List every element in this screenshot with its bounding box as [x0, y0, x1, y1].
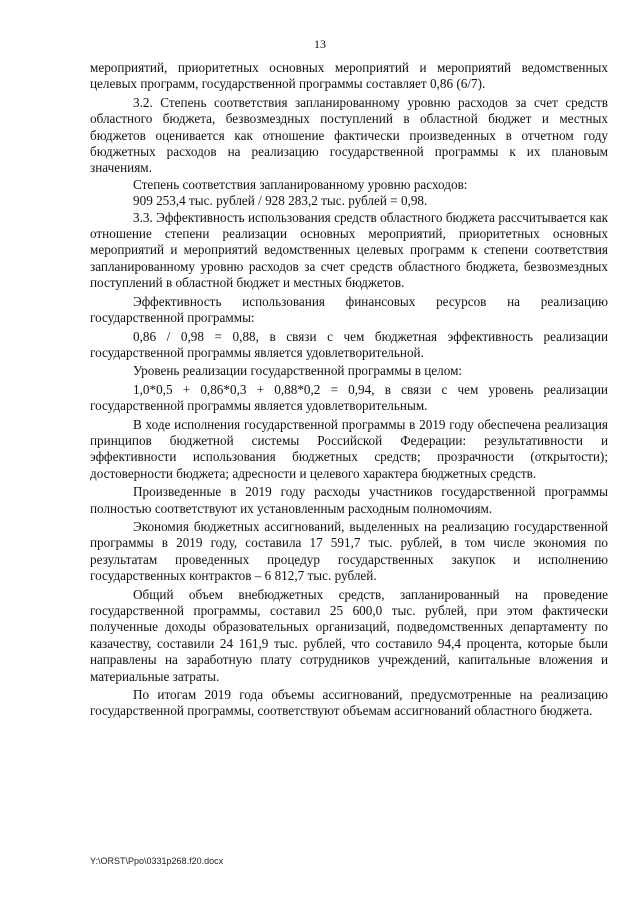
paragraph-budget-principles: В ходе исполнения государственной программы в 2019 году обеспечена реализация принципов бюджетной системы Российской Федерации: результативности и эффективности использования бюджетных средств; прозрачности (открытости); достоверности бюджета; адресности и целевого характера бюджетных средств. [90, 416, 608, 481]
paragraph-financial-efficiency-label: Эффективность использования финансовых ресурсов на реализацию государственной программы: [90, 293, 608, 326]
paragraph-expense-compliance-formula: 909 253,4 тыс. рублей / 928 283,2 тыс. рублей = 0,98. [133, 193, 428, 209]
footer-file-path: Y:\ORST\Ppo\0331p268.f20.docx [90, 856, 224, 866]
paragraph-implementation-level-label: Уровень реализации государственной программы в целом: [133, 363, 463, 379]
paragraph-budget-savings: Экономия бюджетных ассигнований, выделенных на реализацию государственной программы в 2019 году, составила 17 591,7 тыс. рублей, в том числе экономия по результатам проведенных процедур государственных закупок и исполнению государственных контрактов – 6 812,7 тыс. рублей. [90, 518, 608, 584]
paragraph-implementation-level-formula: 1,0*0,5 + 0,86*0,3 + 0,88*0,2 = 0,94, в связи с чем уровень реализации государственной программы является удовлетворительным. [90, 381, 608, 414]
paragraph-section-3-2: 3.2. Степень соответствия запланированному уровню расходов за счет средств областного бюджета, безвозмездных поступлений в областной бюджет и местных бюджетов оценивается как отношение фактически произведенных в отчетном году бюджетных расходов на реализацию государственной программы к их плановым значениям. [90, 94, 608, 176]
page-number: 13 [314, 37, 326, 51]
paragraph-conclusion: По итогам 2019 года объемы ассигнований, предусмотренные на реализацию государственной программы, соответствуют объемам ассигнований областного бюджета. [90, 687, 608, 719]
paragraph-section-3-3: 3.3. Эффективность использования средств областного бюджета рассчитывается как отношение степени реализации основных мероприятий, приоритетных основных мероприятий и мероприятий ведомственных целевых программ к степени соответствия запланированному уровню расходов за счет средств областного бюджета, безвозмездных поступлений в областной бюджет и местных бюджетов. [90, 209, 608, 291]
paragraph-expenses-compliance: Произведенные в 2019 году расходы участников государственной программы полностью соответствуют их установленным расходным полномочиям. [90, 484, 608, 516]
paragraph-financial-efficiency-formula: 0,86 / 0,98 = 0,88, в связи с чем бюджетная эффективность реализации государственной программы является удовлетворительной. [90, 328, 608, 360]
paragraph-extrabudgetary-funds: Общий объем внебюджетных средств, запланированный на проведение государственной программы, составил 25 600,0 тыс. рублей, при этом фактически полученные доходы образовательных организаций, подведомственных департаменту по казачеству, составили 24 161,9 тыс. рублей, что составило 94,4 процента, которые были направлены на заработную плату сотрудников учреждений, капитальные вложения и материальные затраты. [90, 586, 608, 684]
document-body [90, 60, 608, 720]
paragraph-expense-compliance-label: Степень соответствия запланированному уровню расходов: [133, 176, 468, 192]
paragraph-continuation: мероприятий, приоритетных основных мероприятий и мероприятий ведомственных целевых программ, государственной программы составляет 0,86 (6/7). [90, 60, 608, 92]
